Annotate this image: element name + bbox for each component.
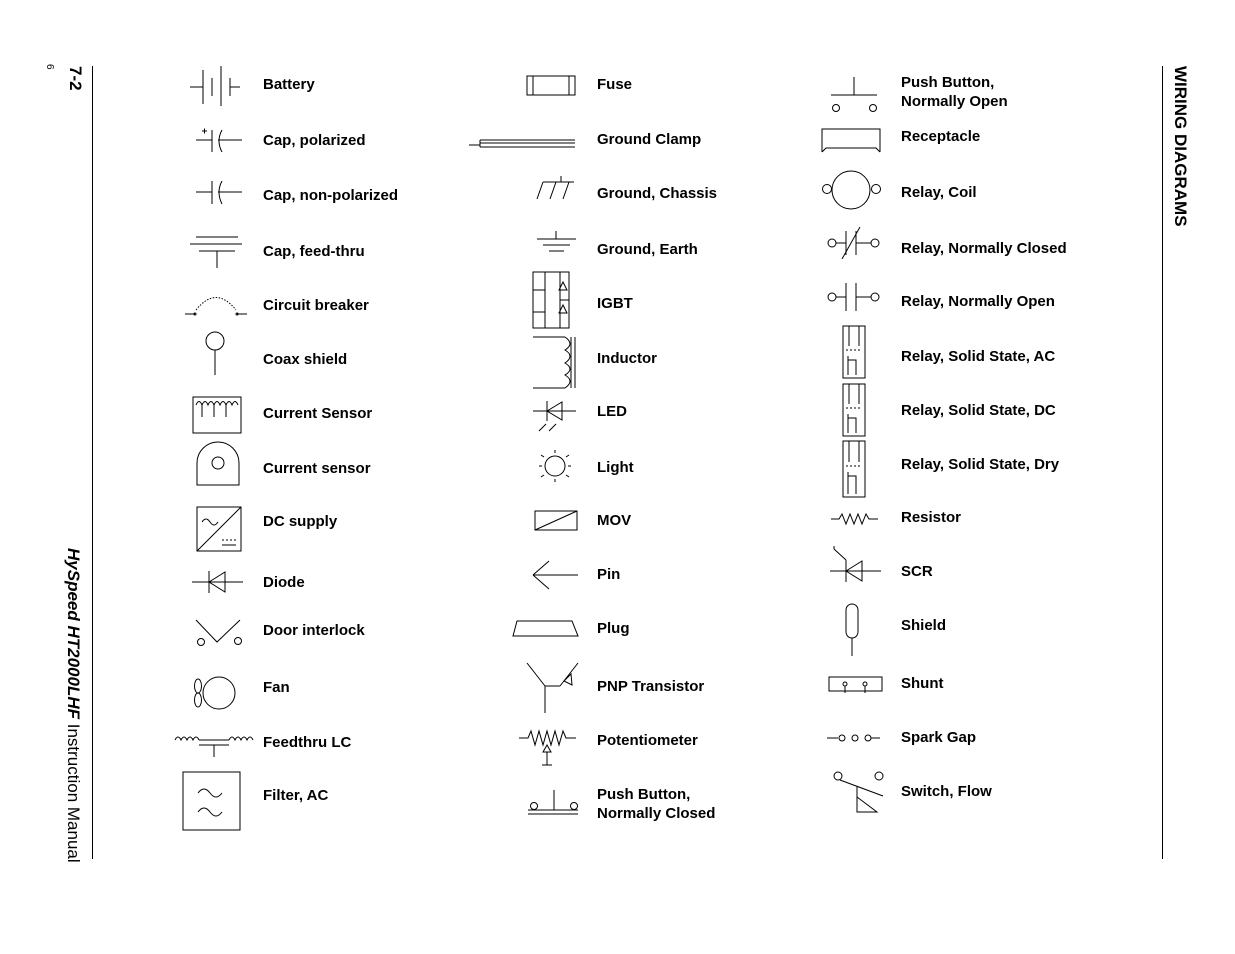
- spark-gap-icon: [827, 735, 880, 741]
- relay-no-icon: [828, 283, 879, 311]
- feedthru-lc-icon: [175, 737, 253, 757]
- circuit-breaker-icon: [185, 298, 247, 316]
- symbol-label-fan: Fan: [263, 679, 290, 696]
- symbol-label-plug: Plug: [597, 620, 630, 637]
- potentiometer-icon: [519, 731, 576, 765]
- symbol-label-ssr-ac: Relay, Solid State, AC: [901, 348, 1056, 365]
- symbol-label-feedthru-lc: Feedthru LC: [263, 734, 352, 751]
- symbol-label-inductor: Inductor: [597, 350, 657, 367]
- relay-coil-icon: [823, 171, 881, 209]
- sub-page-number: 6: [44, 64, 55, 70]
- symbol-label-circuit-breaker: Circuit breaker: [263, 297, 369, 314]
- polarized-capacitor-icon: [196, 129, 242, 153]
- label-line-2: Normally Open: [901, 93, 1008, 110]
- fuse-icon: [527, 76, 575, 95]
- ssr-dc-icon: [843, 384, 865, 436]
- symbol-label-ground-chassis: Ground, Chassis: [597, 185, 718, 202]
- symbol-label-relay-nc: Relay, Normally Closed: [901, 240, 1067, 257]
- ssr-dry-icon: [843, 441, 865, 497]
- label-line-1: Push Button,: [597, 786, 691, 803]
- symbol-label-potentiometer: Potentiometer: [597, 732, 698, 749]
- symbol-label-resistor: Resistor: [901, 509, 962, 526]
- symbol-label-receptacle: Receptacle: [901, 128, 981, 145]
- diode-icon: [192, 571, 243, 593]
- symbol-label-pnp-transistor: PNP Transistor: [597, 678, 705, 695]
- symbol-label-fuse: Fuse: [597, 76, 633, 93]
- led-icon: [533, 401, 576, 431]
- battery-icon: [190, 66, 240, 106]
- ssr-ac-icon: [843, 326, 865, 378]
- symbol-label-ground-earth: Ground, Earth: [597, 241, 698, 258]
- symbol-label-push-button-nc: [597, 785, 715, 823]
- push-button-nc-icon: [528, 790, 578, 814]
- receptacle-icon: [822, 129, 880, 152]
- symbol-label-cap-feed-thru: Cap, feed-thru: [263, 243, 365, 260]
- manual-suffix: Instruction Manual: [64, 719, 83, 863]
- door-interlock-icon: [196, 620, 242, 646]
- symbol-label-pin: Pin: [597, 566, 621, 583]
- plug-icon: [513, 621, 578, 636]
- dc-supply-icon: [197, 507, 241, 551]
- scr-icon: [830, 546, 881, 582]
- symbol-label-shunt: Shunt: [901, 675, 944, 692]
- symbol-label-filter-ac: Filter, AC: [263, 787, 329, 804]
- capacitor-icon: [196, 181, 242, 204]
- symbol-label-ssr-dry: Relay, Solid State, Dry: [901, 456, 1060, 473]
- feedthru-capacitor-icon: [190, 237, 242, 268]
- symbol-label-coax-shield: Coax shield: [263, 351, 348, 368]
- resistor-icon: [831, 514, 878, 524]
- label-line-2: Normally Closed: [597, 805, 716, 822]
- manual-brand: HySpeed HT2000LHF: [64, 548, 83, 719]
- current-sensor-icon: [193, 397, 241, 433]
- symbol-label-switch-flow: Switch, Flow: [901, 783, 992, 800]
- inductor-icon: [533, 337, 575, 388]
- label-line-1: Push Button,: [901, 74, 995, 91]
- symbol-label-diode: Diode: [263, 574, 305, 591]
- symbol-label-shield: Shield: [901, 617, 947, 634]
- symbol-label-spark-gap: Spark Gap: [901, 729, 977, 746]
- shunt-icon: [829, 677, 882, 693]
- ac-filter-icon: [183, 772, 240, 830]
- symbol-label-current-sensor-ring: Current sensor: [263, 460, 371, 477]
- symbol-label-door-interlock: Door interlock: [263, 622, 365, 639]
- symbol-label-scr: SCR: [901, 563, 933, 580]
- current-sensor-ring-icon: [197, 442, 239, 485]
- symbol-label-cap-non-polarized: Cap, non-polarized: [263, 187, 398, 204]
- igbt-icon: [533, 272, 569, 328]
- symbol-label-ground-clamp: Ground Clamp: [597, 131, 702, 148]
- symbol-label-current-sensor: Current Sensor: [263, 405, 373, 422]
- ground-clamp-icon: [469, 140, 575, 147]
- flow-switch-icon: [834, 772, 883, 812]
- earth-ground-icon: [537, 231, 576, 251]
- page-number: 7-2: [66, 66, 85, 91]
- symbol-label-light: Light: [597, 459, 634, 476]
- fan-icon: [195, 677, 236, 709]
- push-button-no-icon: [831, 77, 877, 112]
- symbol-label-dc-supply: DC supply: [263, 513, 338, 530]
- symbol-label-cap-polarized: Cap, polarized: [263, 132, 366, 149]
- light-icon: [539, 450, 571, 482]
- pnp-transistor-icon: [527, 663, 578, 713]
- symbol-label-igbt: IGBT: [597, 295, 633, 312]
- symbol-label-ssr-dc: Relay, Solid State, DC: [901, 402, 1056, 419]
- symbol-label-mov: MOV: [597, 512, 632, 529]
- chassis-ground-icon: [537, 176, 574, 199]
- symbol-label-led: LED: [597, 403, 627, 420]
- symbol-label-battery: Battery: [263, 76, 315, 93]
- coax-shield-icon: [206, 332, 224, 375]
- mov-icon: [535, 511, 577, 530]
- relay-nc-icon: [828, 227, 879, 259]
- section-title: WIRING DIAGRAMS: [1171, 66, 1190, 227]
- symbol-label-relay-coil: Relay, Coil: [901, 184, 977, 201]
- symbol-label-relay-no: Relay, Normally Open: [901, 293, 1055, 310]
- symbol-label-push-button-no: [901, 73, 1008, 111]
- pin-icon: [533, 561, 578, 589]
- shield-icon: [846, 604, 858, 656]
